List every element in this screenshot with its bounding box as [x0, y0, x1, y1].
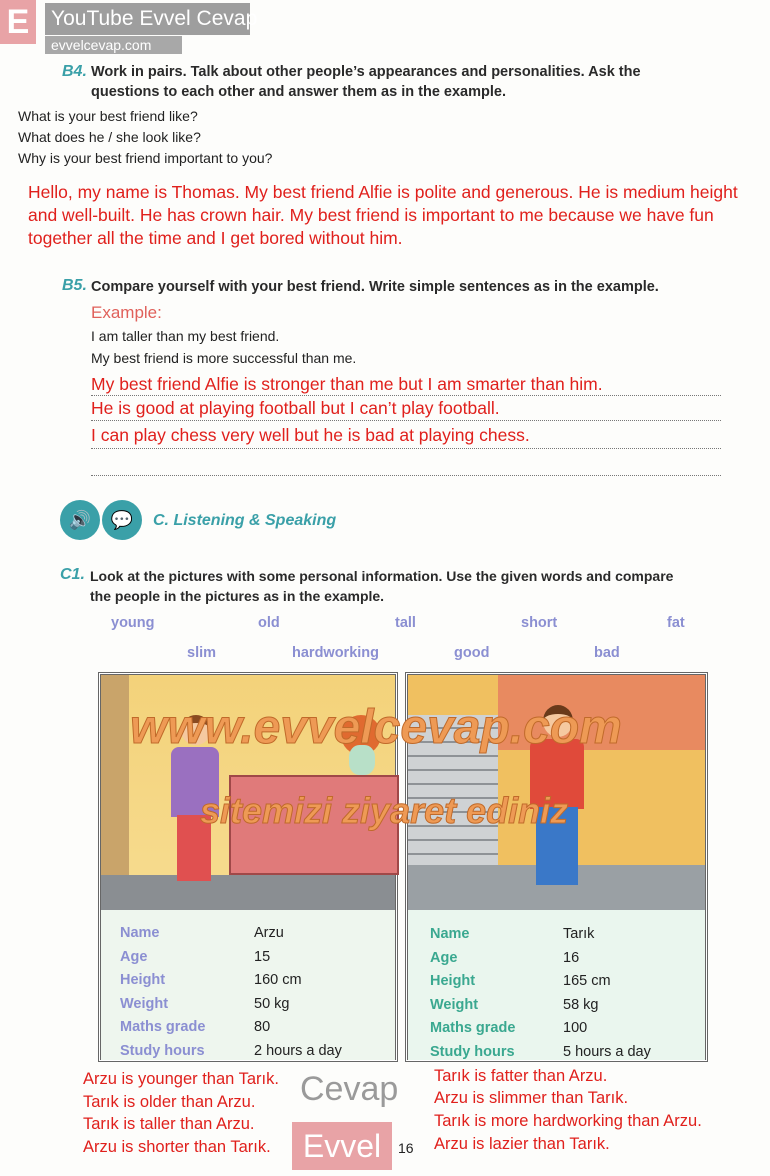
example-sentence: My best friend is more successful than me. — [91, 350, 357, 366]
c1-answer: Arzu is shorter than Tarık. — [83, 1138, 271, 1156]
info-label: Name — [430, 926, 470, 942]
info-label: Maths grade — [120, 1019, 206, 1036]
word: slim — [187, 645, 217, 661]
c1-answer: Tarık is fatter than Arzu. — [434, 1067, 608, 1085]
info-label: Height — [120, 972, 166, 989]
info-value: Arzu — [254, 925, 284, 941]
watermark-channel: YouTube Evvel Cevap — [45, 3, 250, 35]
c1-number: C1. — [60, 566, 85, 583]
writing-line — [91, 420, 721, 421]
example-sentence: I am taller than my best friend. — [91, 328, 280, 344]
info-value: 50 kg — [254, 995, 290, 1012]
watermark-diagonal: www.evvelcevap.com — [130, 701, 622, 754]
info-value: Tarık — [563, 926, 595, 942]
answer-line: together all the time and I get bored without him. — [28, 228, 403, 248]
writing-line — [91, 448, 721, 449]
info-label: Weight — [120, 995, 169, 1012]
watermark-logo: E — [0, 0, 36, 44]
writing-line — [91, 395, 721, 396]
b5-answer: My best friend Alfie is stronger than me but I am smarter than him. — [91, 374, 603, 394]
info-value: 165 cm — [563, 973, 611, 990]
watermark-diagonal-2: sitemizi ziyaret ediniz — [200, 790, 569, 831]
example-label: Example: — [91, 303, 162, 322]
word: short — [521, 615, 558, 631]
b4-instruction-2: questions to each other and answer them as in the example. — [91, 84, 506, 100]
b5-answer: I can play chess very well but he is bad at playing chess. — [91, 425, 530, 445]
info-value: 80 — [254, 1019, 271, 1036]
info-label: Weight — [430, 996, 479, 1013]
word: fat — [667, 615, 685, 631]
answer-line: and well-built. He has crown hair. My best friend is important to me because we have fun — [28, 205, 714, 225]
b4-instruction: Work in pairs. Talk about other people’s appearances and personalities. Ask the — [91, 64, 641, 80]
b5-number: B5. — [62, 277, 87, 294]
watermark-bottom-left: Evvel — [292, 1122, 392, 1170]
writing-line[interactable] — [91, 475, 721, 476]
info-label: Age — [120, 948, 148, 965]
info-value: 15 — [254, 948, 271, 965]
info-value: 2 hours a day — [254, 1043, 342, 1059]
section-title: C. Listening & Speaking — [153, 512, 337, 529]
question: What does he / she look like? — [18, 129, 201, 145]
page-number: 16 — [398, 1140, 414, 1156]
info-value: 160 cm — [254, 972, 302, 989]
info-label: Study hours — [120, 1043, 205, 1059]
b5-instruction: Compare yourself with your best friend. Write simple sentences as in the example. — [91, 279, 659, 295]
c1-answer: Arzu is younger than Tarık. — [83, 1070, 279, 1088]
c1-instruction-2: the people in the pictures as in the example. — [90, 588, 385, 604]
c1-answer: Tarık is taller than Arzu. — [83, 1115, 255, 1133]
info-value: 58 kg — [563, 996, 599, 1013]
question: What is your best friend like? — [18, 108, 198, 124]
c1-answer: Tarık is more hardworking than Arzu. — [434, 1112, 702, 1130]
word: good — [454, 645, 490, 661]
info-value: 5 hours a day — [563, 1044, 651, 1060]
speaker-icon: 🔊 — [60, 500, 100, 540]
word: old — [258, 615, 280, 631]
c1-instruction: Look at the pictures with some personal information. Use the given words and compare — [90, 568, 674, 584]
speech-bubble-icon: 💬 — [102, 500, 142, 540]
info-label: Study hours — [430, 1044, 515, 1060]
info-label: Age — [430, 949, 458, 966]
word: bad — [594, 645, 620, 661]
word: tall — [395, 615, 416, 631]
watermark-site: evvelcevap.com — [45, 36, 182, 54]
c1-answer: Arzu is slimmer than Tarık. — [434, 1089, 629, 1107]
word: young — [111, 615, 155, 631]
answer-line: Hello, my name is Thomas. My best friend Alfie is polite and generous. He is medium height — [28, 182, 738, 202]
c1-answer: Tarık is older than Arzu. — [83, 1093, 256, 1111]
word: hardworking — [292, 645, 380, 661]
info-label: Maths grade — [430, 1020, 516, 1037]
info-value: 100 — [563, 1020, 588, 1037]
c1-answer: Arzu is lazier than Tarık. — [434, 1135, 610, 1153]
b4-number: B4. — [62, 63, 87, 80]
b5-answer: He is good at playing football but I can’t play football. — [91, 398, 500, 418]
info-label: Height — [430, 973, 476, 990]
info-label: Name — [120, 925, 160, 941]
question: Why is your best friend important to you? — [18, 150, 273, 166]
info-value: 16 — [563, 949, 580, 966]
watermark-bottom-right: Cevap — [300, 1070, 399, 1108]
